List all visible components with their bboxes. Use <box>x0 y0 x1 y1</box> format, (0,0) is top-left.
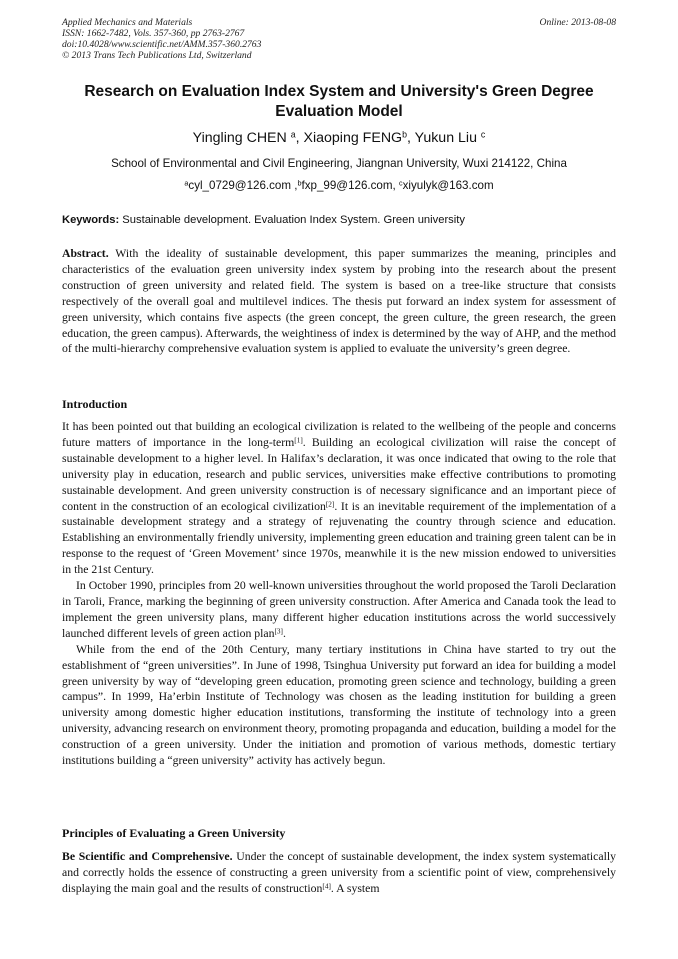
author-emails <box>62 179 616 192</box>
intro-paragraph-1 <box>62 419 616 578</box>
abstract <box>62 246 616 357</box>
intro-p1-text-a: It has been pointed out that building an ecological civilization is related to the wellbeing of the people and concerns future matters of importance in the long-term <box>62 420 616 449</box>
citation-2: [2] <box>325 499 335 508</box>
journal-name: Applied Mechanics and Materials <box>62 17 193 28</box>
email-3: xiyulyk@163.com <box>402 179 494 192</box>
principle-text-a: Under the concept of sustainable development, the index system systematically and correctly holds the essence of constructing a green university from a scientific point of view, comprehensively displaying the main goal and the results of construction <box>62 850 616 895</box>
principle-label: Be Scientific and Comprehensive. <box>62 850 233 863</box>
author-1: Yingling CHEN <box>192 130 287 146</box>
author-3-sup: c <box>480 129 486 140</box>
keywords <box>62 214 616 226</box>
abstract-text: With the ideality of sustainable development, this paper summarizes the meaning, principles and characteristics of the evaluation green university index system by probing into the research about the present construction of green university and related field. The system is based on a tree-like structure that consists respectively of the overall goal and multilevel indices. The thesis put forward an index system for assessment of green university, which contains five aspects (the green concept, the green culture, the green research, the green education, the green campus). Afterwards, the weightiness of index is determined by the way of AHP, and the method of the multi-hierarchy comprehensive evaluation system is applied to evaluate the university’s green degree. <box>62 247 616 356</box>
citation-3: [3] <box>274 627 283 636</box>
author-2: , Xiaoping FENG <box>295 130 403 146</box>
principles-body <box>62 849 616 897</box>
section-heading-principles: Principles of Evaluating a Green University <box>62 826 286 840</box>
doi-line: doi:10.4028/www.scientific.net/AMM.357-360.2763 <box>62 39 262 50</box>
online-date: Online: 2013-08-08 <box>539 17 616 28</box>
intro-p2-text-a: In October 1990, principles from 20 well-known universities throughout the world proposed the Taroli Declaration in Taroli, France, marking the beginning of green university construction. After America and Canada took the lead to implement the green university plans, many different higher education institutions across the world successively launched different levels of green action plan <box>62 579 616 640</box>
intro-p1-text-b: . Building an ecological civilization will raise the concept of sustainable development to a higher level. In Halifax’s declaration, it was once indicated that owing to the role that university play in education, research and public services, universities make effective contributions to promoting sustainable development. And green university construction is of necessary significance and an important piece of content in the construction of an ecological civilization <box>62 435 616 513</box>
title-line-2: Evaluation Model <box>275 103 403 120</box>
intro-p2-text-b: . <box>282 626 286 640</box>
keywords-label: Keywords: <box>62 214 120 226</box>
author-3: , Yukun Liu <box>407 130 477 146</box>
intro-paragraph-3: While from the end of the 20th Century, many tertiary institutions in China have started to try out the establishment of “green universities”. In June of 1998, Tsinghua University put forward an idea for building a model green university by way of “developing green education, promoting green science and technology, building a green campus”. In 1999, Ha’erbin Institute of Technology was chosen as the leading institution for building a green university among domestic higher education institutions, transforming the institute of technology into a green university, advancing research on environment theory, promoting propaganda and education, building a model for the construction of a green university. Under the initiation and promotion of various methods, domestic tertiary institutions building a “green university” activity has actively begun. <box>62 642 616 768</box>
introduction-body <box>62 419 616 769</box>
citation-1: [1] <box>294 436 303 445</box>
email-1-sup: a <box>184 178 189 188</box>
abstract-label: Abstract. <box>62 247 109 260</box>
citation-4: [4] <box>322 882 331 891</box>
keywords-text: Sustainable development. Evaluation Index System. Green university <box>119 214 465 226</box>
section-heading-introduction: Introduction <box>62 397 128 411</box>
email-2: fxp_99@126.com, <box>301 179 399 192</box>
author-2-sup: b <box>402 129 408 140</box>
email-3-sup: c <box>398 178 403 188</box>
copyright-line: © 2013 Trans Tech Publications Ltd, Switzerland <box>62 50 252 61</box>
email-2-sup: b <box>297 178 302 188</box>
email-1: cyl_0729@126.com , <box>188 179 298 192</box>
intro-paragraph-2 <box>62 578 616 642</box>
author-list <box>62 130 616 146</box>
intro-p1-text-c: . It is an inevitable requirement of the implementation of a sustainable development strategy and a strategy of rejuvenating the country through science and education. Establishing an environmentally friendly university, implementing green education and training green talent can be in response to the request of ‘Green Movement’ since 1970s, meanwhile it is the new mission endowed to universities in the 21st Century. <box>62 499 617 577</box>
paper-title <box>62 82 616 122</box>
author-1-sup: a <box>290 129 296 140</box>
title-line-1: Research on Evaluation Index System and University's Green Degree <box>84 83 594 100</box>
issn-line: ISSN: 1662-7482, Vols. 357-360, pp 2763-2767 <box>62 28 245 39</box>
affiliation: School of Environmental and Civil Engineering, Jiangnan University, Wuxi 214122, China <box>111 157 567 170</box>
principle-text-b: . A system <box>330 881 380 895</box>
